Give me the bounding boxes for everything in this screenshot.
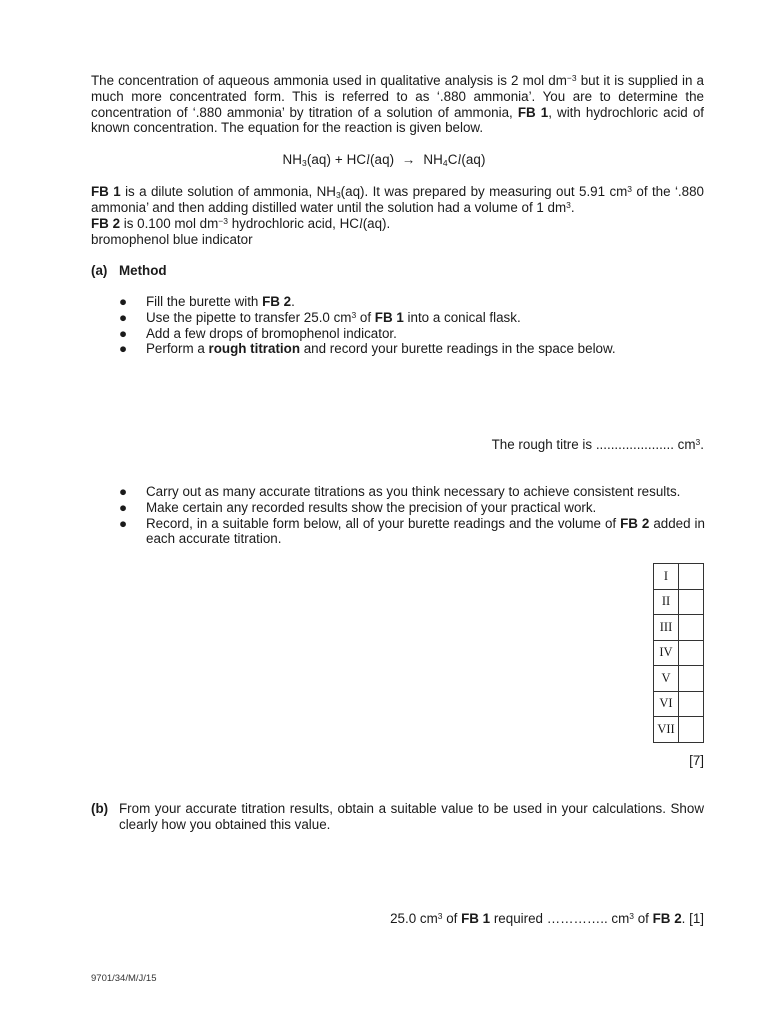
table-row [654,564,704,590]
mark-label: II [654,589,679,615]
mark-label: IV [654,640,679,666]
mark-label: VI [654,691,679,717]
bullet-icon: ● [119,341,128,357]
list-item: ● Record, in a suitable form below, all of your burette readings and the volume of FB 2 added in each accurate titration. [119,515,705,547]
bullet-icon: ● [119,325,128,341]
fb2-description: FB 2 is 0.100 mol $dm^{-3}$ hydrochloric acid, HCl(aq). [91,216,391,231]
mark-cell[interactable] [679,564,704,590]
list-item: ● Make certain any recorded results show the precision of your practical work. [119,499,597,515]
mark-label: I [654,564,679,590]
bullet-icon: ● [119,309,128,325]
method-bullets [119,294,705,357]
part-a-marks: [7] [689,753,704,768]
list-item: ● Carry out as many accurate titrations as you think necessary to achieve consistent results. [119,484,681,499]
list-item: ● Fill the burette with FB 2. [119,294,295,309]
table-row [654,691,704,717]
marking-grid [653,563,704,743]
table-row [654,666,704,692]
part-b-answer-line[interactable]: 25.0 $cm^3$ of FB 1 required ………….. $cm^3$ of FB 2. [1] [390,911,704,926]
bullet-icon: ● [119,499,128,515]
accuracy-bullets [119,484,705,547]
mark-cell[interactable] [679,666,704,692]
table-row [654,589,704,615]
mark-label: VII [654,717,679,743]
paper-code-footer: 9701/34/M/J/15 [91,973,157,984]
mark-cell[interactable] [679,589,704,615]
part-b-label: (b) [91,801,109,816]
rough-titre-answer-line[interactable]: The rough titre is ..................... $cm^3$. [491,437,704,452]
list-item: ● Perform a rough titration and record your burette readings in the space below. [119,341,616,357]
table-row [654,640,704,666]
reaction-equation: $NH_3(aq) + HCl(aq) \to NH_4Cl(aq)$ [282,152,486,168]
bullet-icon: ● [119,484,128,499]
mark-label: III [654,615,679,641]
part-a-label: (a) [91,263,108,278]
mark-cell[interactable] [679,717,704,743]
part-b-question: From your accurate titration results, obtain a suitable value to be used in your calculations. Show clearly how you obtained this value. [119,801,704,832]
part-a-title: Method [119,263,167,278]
reaction-arrow-icon: → [402,152,416,167]
intro-paragraph: The concentration of aqueous ammonia used in qualitative analysis is 2 mol $dm^{-3}$ but it is supplied in a much more concentrated form. This is referred to as ‘.880 ammonia’. You are to determine the concentration of ‘.880 ammonia’ by titration of a solution of ammonia, FB 1, with hydrochloric acid of known concentration. The equation for the reaction is given below. [91,73,704,136]
mark-cell[interactable] [679,640,704,666]
indicator-line: bromophenol blue indicator [91,232,253,247]
mark-label: V [654,666,679,692]
list-item: ● Add a few drops of bromophenol indicator. [119,325,397,341]
table-row [654,615,704,641]
fb1-description: FB 1 is a dilute solution of ammonia, $NH_3(aq)$. It was prepared by measuring out 5.91 $cm^3$ of the ‘.880 ammonia’ and then adding distilled water until the solution had a volume of 1 $dm^3$. [91,184,704,215]
bullet-icon: ● [119,294,128,309]
bullet-icon: ● [119,515,128,531]
table-row [654,717,704,743]
mark-cell[interactable] [679,615,704,641]
mark-cell[interactable] [679,691,704,717]
list-item: ● Use the pipette to transfer 25.0 $cm^3$ of FB 1 into a conical flask. [119,309,521,325]
